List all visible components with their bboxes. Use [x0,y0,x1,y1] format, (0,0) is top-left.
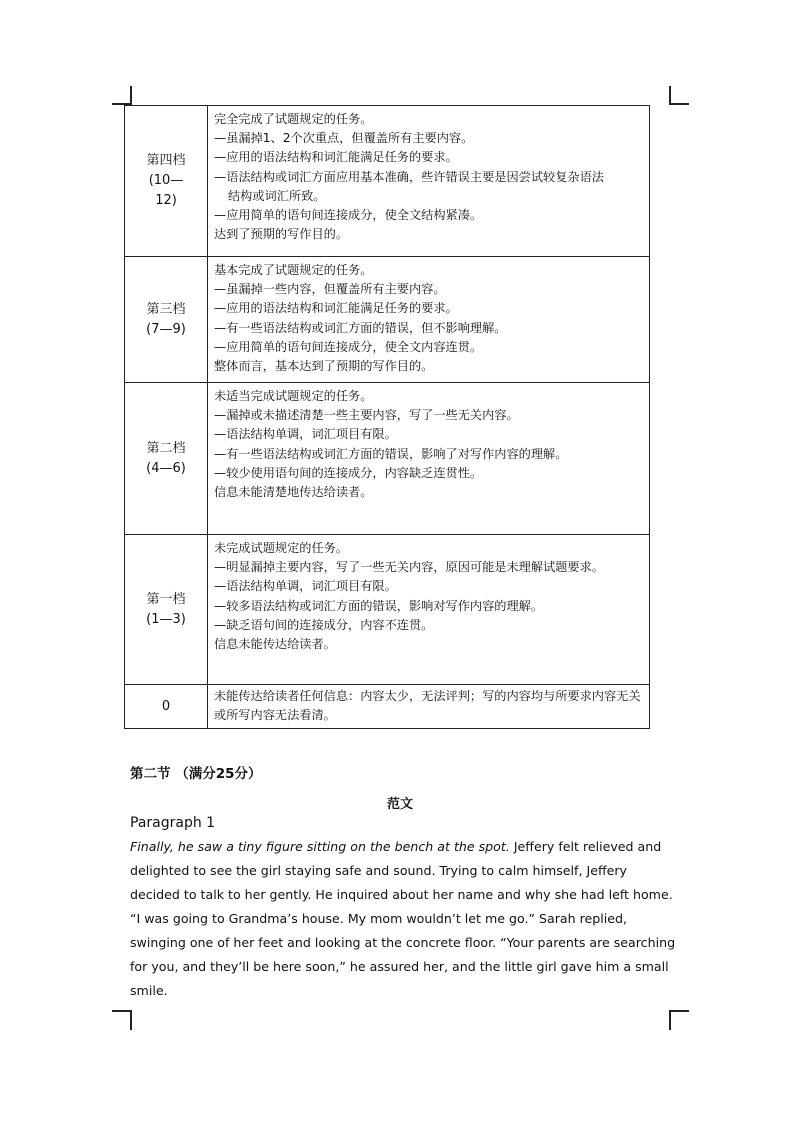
criteria-line: 未能传达给读者任何信息：内容太少，无法评判；写的内容均与所要求内容无关或所写内容无法看清。 [214,689,641,723]
grade-name: 0 [161,698,171,714]
grade-range: (4—6) [146,460,186,476]
model-essay-text [130,835,680,1003]
grade-description [208,535,650,685]
grade-range: 12) [155,193,177,208]
criteria-line: 信息未能传达给读者。 [214,637,336,652]
essay-line: “I was going to Grandma’s house. My mom wouldn’t let me go.” Sarah replied, [130,911,627,926]
grade-name: 第四档 [146,153,186,168]
criteria-line: —应用的语法结构和词汇能满足任务的要求。 [214,301,458,316]
criteria-line: 完全完成了试题规定的任务。 [214,112,373,126]
essay-italic-opening: Finally, he saw a tiny figure sitting on the bench at the spot. [130,839,510,854]
criteria-line: —明显漏掉主要内容，写了一些无关内容，原因可能是未理解试题要求。 [214,560,604,575]
criteria-line: 基本完成了试题规定的任务。 [214,263,373,277]
grade-description [208,257,650,383]
grade-name: 第三档 [146,301,186,317]
criteria-line: 未适当完成试题规定的任务。 [214,389,373,403]
grade-cell [125,106,208,257]
rubric-row-grade-4 [125,106,650,257]
grade-description [208,685,650,729]
criteria-line: 整体而言，基本达到了预期的写作目的。 [214,359,434,374]
criteria-line: —虽漏掉一些内容，但覆盖所有主要内容。 [214,282,446,297]
crop-mark-bottom-left [112,1010,132,1012]
essay-line: smile. [130,983,168,998]
grade-cell [125,257,208,383]
crop-mark-bottom-right [669,1010,671,1030]
criteria-line: —语法结构单调，词汇项目有限。 [214,427,397,442]
grade-name: 第一档 [146,591,186,607]
essay-line: for you, and they’ll be here soon,” he assured her, and the little girl gave him a small [130,959,669,974]
rubric-row-grade-0 [125,685,650,729]
essay-line: swinging one of her feet and looking at the concrete floor. “Your parents are searching [130,935,676,950]
rubric-row-grade-1 [125,535,650,685]
crop-mark-top-right [669,103,689,105]
grade-cell [125,535,208,685]
criteria-line: —有一些语法结构或词汇方面的错误，但不影响理解。 [214,320,507,335]
criteria-line: 结构或词汇所致。 [228,188,326,203]
essay-line [130,835,680,859]
crop-mark-bottom-right [669,1010,689,1012]
criteria-line: —应用简单的语句间连接成分，使全文内容连贯。 [214,339,483,354]
criteria-line: —漏掉或未描述清楚一些主要内容，写了一些无关内容。 [214,408,519,423]
paragraph-title: Paragraph 1 [130,815,216,831]
criteria-line: —虽漏掉1、2个次重点，但覆盖所有主要内容。 [214,131,474,146]
criteria-line: —语法结构或词汇方面应用基本准确，些许错误主要是因尝试较复杂语法 [214,169,604,184]
essay-line: decided to talk to her gently. He inquired about her name and why she had left home. [130,887,673,902]
criteria-line: —较少使用语句间的连接成分，内容缺乏连贯性。 [214,465,483,480]
scoring-rubric-table [124,105,650,729]
grade-range: (10— [148,173,184,188]
section-title: 第二节 （满分25分） [130,766,262,782]
grade-description [208,106,650,257]
grade-description [208,383,650,535]
model-essay-heading: 范文 [386,797,413,812]
rubric-row-grade-2 [125,383,650,535]
grade-cell [125,383,208,535]
criteria-line: 未完成试题规定的任务。 [214,541,349,555]
crop-mark-top-left [130,86,132,104]
criteria-line: —较多语法结构或词汇方面的错误，影响对写作内容的理解。 [214,598,544,613]
crop-mark-top-right [669,86,671,104]
criteria-line: —有一些语法结构或词汇方面的错误，影响了对写作内容的理解。 [214,446,568,461]
criteria-line: 达到了预期的写作目的。 [214,227,349,242]
grade-name: 第二档 [146,440,186,456]
essay-line-text: Jeffery felt relieved and [509,839,662,854]
essay-line: delighted to see the girl staying safe and sound. Trying to calm himself, Jeffery [130,863,628,878]
criteria-line: —语法结构单调，词汇项目有限。 [214,579,397,594]
crop-mark-bottom-left [130,1010,132,1030]
criteria-line: 信息未能清楚地传达给读者。 [214,485,373,500]
rubric-row-grade-3 [125,257,650,383]
grade-cell [125,685,208,729]
criteria-line: —缺乏语句间的连接成分，内容不连贯。 [214,617,434,632]
criteria-line: —应用的语法结构和词汇能满足任务的要求。 [214,150,458,165]
criteria-line: —应用简单的语句间连接成分，使全文结构紧凑。 [214,208,483,223]
grade-range: (7—9) [146,321,186,337]
grade-range: (1—3) [146,611,186,627]
